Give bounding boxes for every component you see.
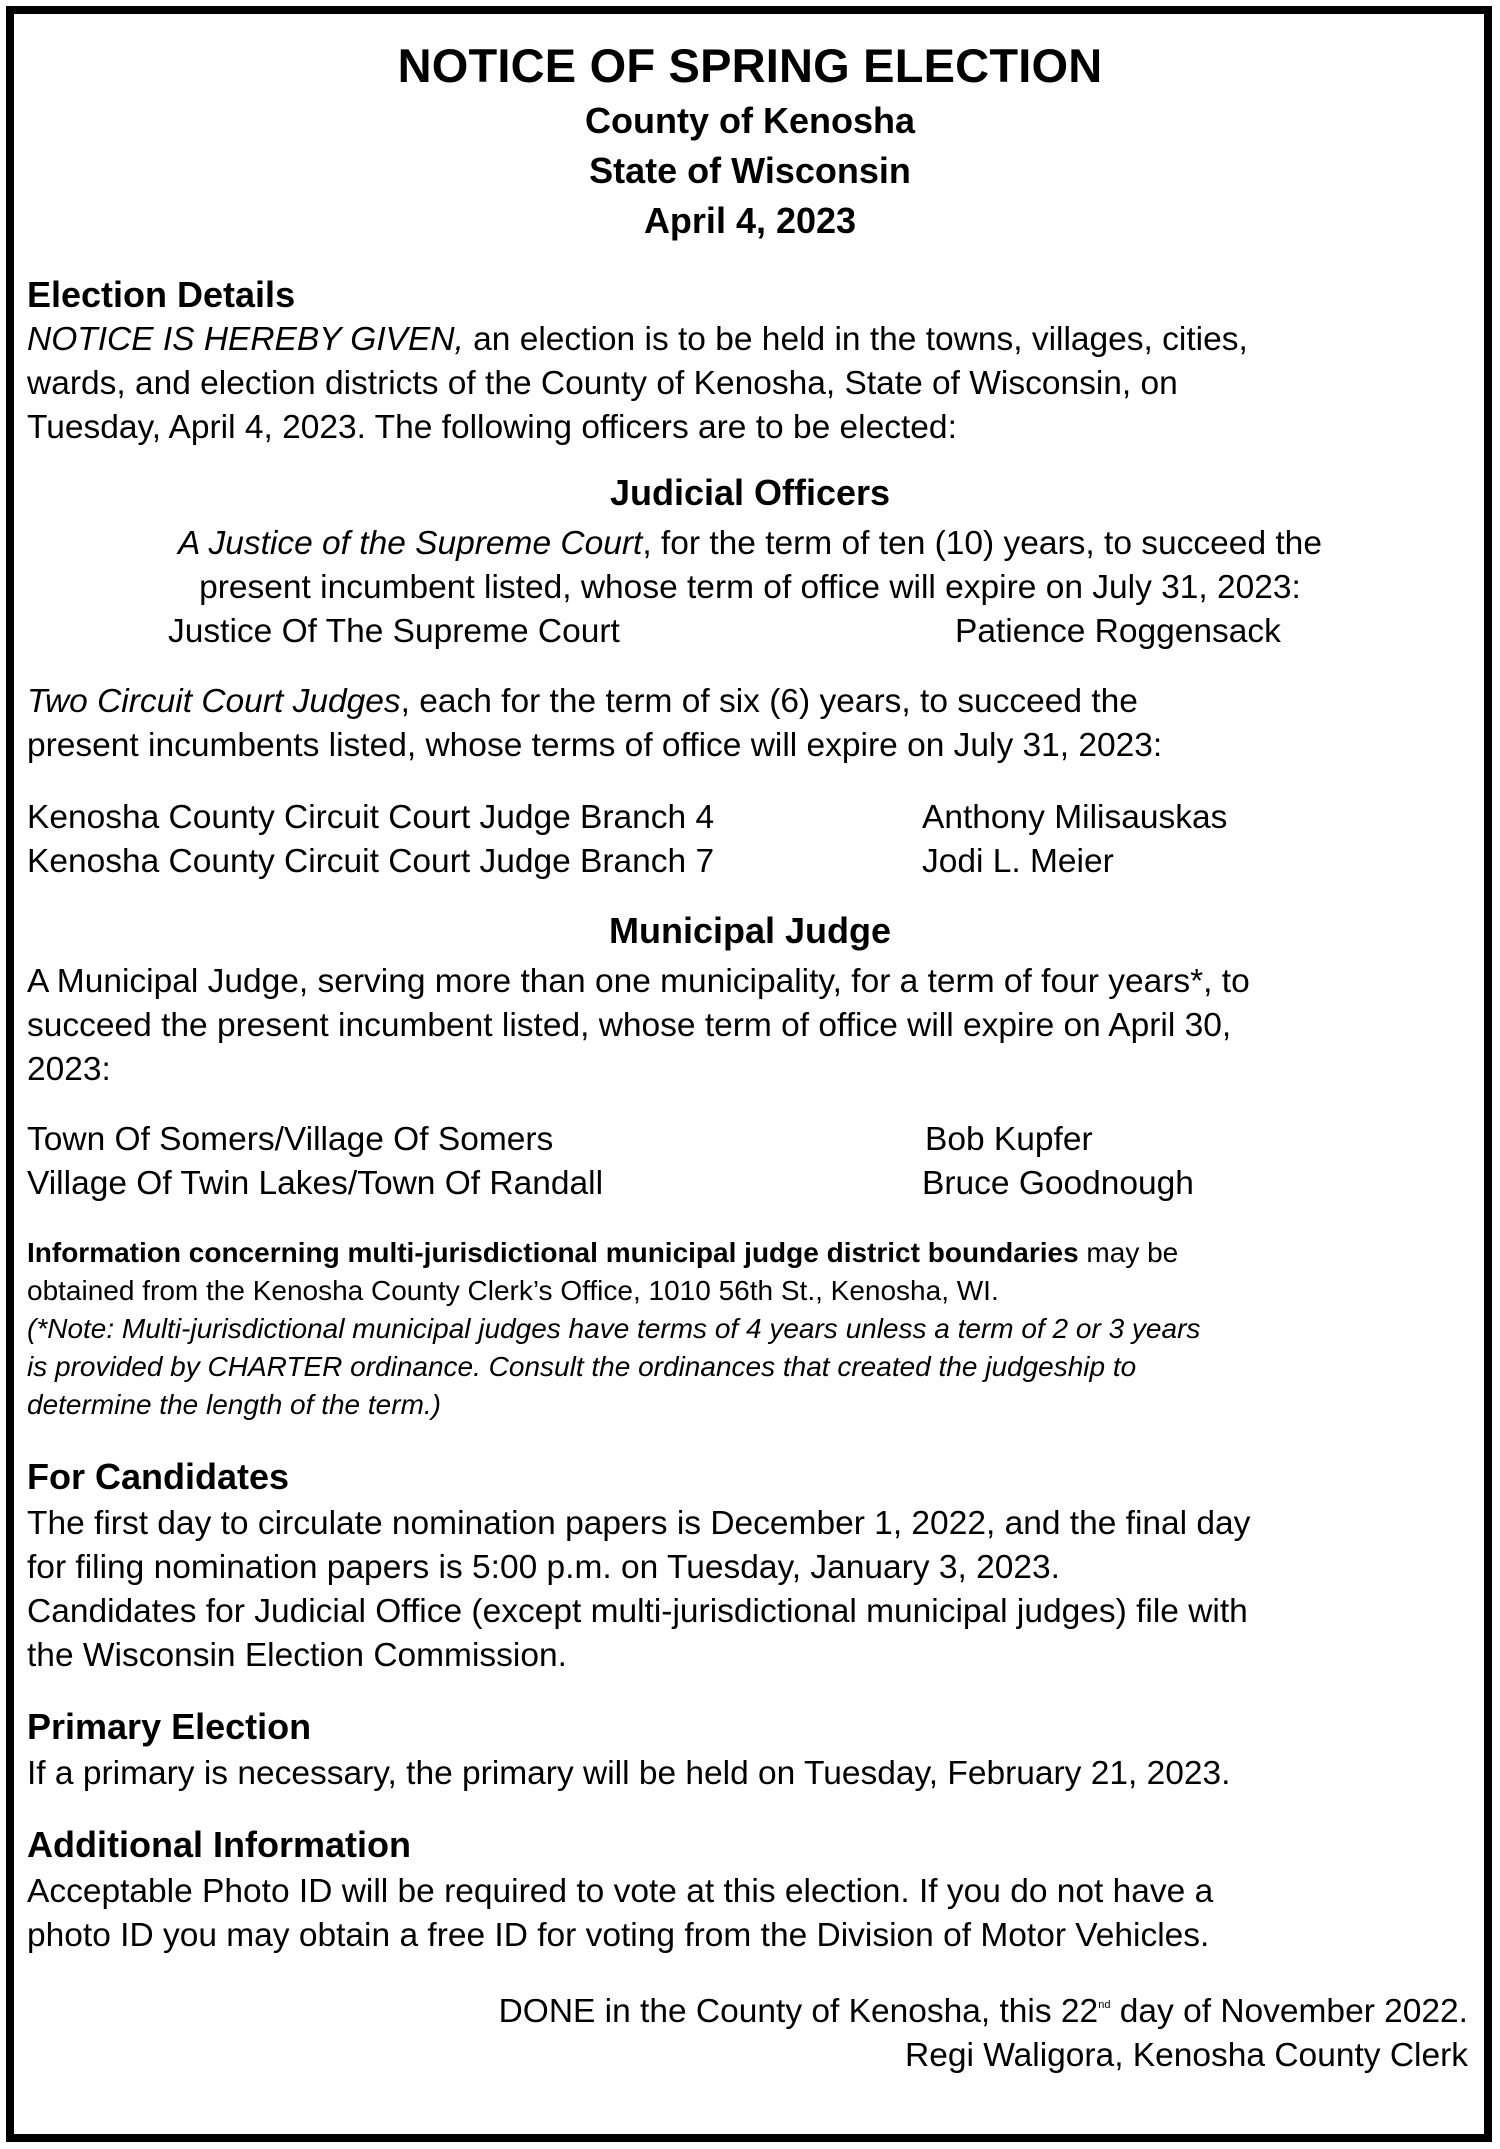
municipal-incumbent-twin-lakes-randall: Bruce Goodnough: [922, 1165, 1194, 1202]
municipality-twin-lakes-randall: Village Of Twin Lakes/Town Of Randall: [27, 1165, 604, 1202]
circuit-incumbent-branch-7: Jodi L. Meier: [922, 843, 1114, 880]
notice-given-phrase: NOTICE IS HEREBY GIVEN,: [27, 321, 464, 358]
clerk-signature: Regi Waligora, Kenosha County Clerk: [905, 2037, 1468, 2074]
judicial-officers-heading: Judicial Officers: [609, 472, 891, 513]
additional-information-line-1: Acceptable Photo ID will be required to vote at this election. If you do not have a: [27, 1873, 1214, 1910]
district-info-line-2: obtained from the Kenosha County Clerk’s Office, 1010 56th St., Kenosha, WI.: [27, 1275, 999, 1306]
done-statement: DONE in the County of Kenosha, this 22nd day of November 2022.: [498, 1993, 1468, 2030]
circuit-office-branch-7: Kenosha County Circuit Court Judge Branch 7: [27, 843, 715, 880]
circuit-incumbent-branch-4: Anthony Milisauskas: [922, 799, 1228, 836]
municipal-judge-line-2: succeed the present incumbent listed, whose term of office will expire on April 30,: [27, 1007, 1232, 1044]
term-note-line-2: is provided by CHARTER ordinance. Consult the ordinances that created the judgeship to: [27, 1351, 1137, 1382]
municipal-judge-heading: Municipal Judge: [608, 910, 892, 951]
county-name: County of Kenosha: [585, 100, 915, 141]
state-name: State of Wisconsin: [589, 150, 911, 191]
election-details-line-3: Tuesday, April 4, 2023. The following officers are to be elected:: [27, 409, 957, 446]
primary-election-heading: Primary Election: [27, 1706, 312, 1747]
supreme-court-line-1: A Justice of the Supreme Court, for the term of ten (10) years, to succeed the: [178, 525, 1322, 562]
circuit-court-line-1: Two Circuit Court Judges, each for the term of six (6) years, to succeed the: [27, 683, 1138, 720]
for-candidates-line-4: the Wisconsin Election Commission.: [27, 1637, 567, 1674]
municipal-judge-line-3: 2023:: [27, 1051, 111, 1088]
ordinal-superscript: nd: [1098, 1999, 1111, 2011]
for-candidates-line-3: Candidates for Judicial Office (except multi-jurisdictional municipal judges) file with: [27, 1593, 1248, 1630]
additional-information-line-2: photo ID you may obtain a free ID for voting from the Division of Motor Vehicles.: [27, 1917, 1210, 1954]
municipality-somers: Town Of Somers/Village Of Somers: [27, 1121, 554, 1158]
election-details-line-2: wards, and election districts of the County of Kenosha, State of Wisconsin, on: [27, 365, 1178, 402]
term-note-line-3: determine the length of the term.): [27, 1389, 441, 1420]
election-details-heading: Election Details: [27, 274, 296, 315]
circuit-court-line-2: present incumbents listed, whose terms of office will expire on July 31, 2023:: [27, 727, 1163, 764]
primary-election-line-1: If a primary is necessary, the primary will be held on Tuesday, February 21, 2023.: [27, 1755, 1231, 1792]
municipal-incumbent-somers: Bob Kupfer: [925, 1121, 1093, 1158]
for-candidates-line-1: The first day to circulate nomination papers is December 1, 2022, and the final day: [27, 1505, 1251, 1542]
supreme-court-incumbent: Patience Roggensack: [955, 613, 1281, 650]
notice-title: NOTICE OF SPRING ELECTION: [397, 39, 1103, 92]
additional-information-heading: Additional Information: [27, 1824, 411, 1865]
supreme-court-line-2: present incumbent listed, whose term of office will expire on July 31, 2023:: [199, 569, 1301, 606]
election-date: April 4, 2023: [643, 200, 857, 241]
district-info-line-1: Information concerning multi-jurisdictional municipal judge district boundaries may be: [27, 1237, 1179, 1268]
for-candidates-heading: For Candidates: [27, 1456, 290, 1497]
election-details-line-1: NOTICE IS HEREBY GIVEN, an election is to be held in the towns, villages, cities,: [27, 321, 1248, 358]
term-note-line-1: (*Note: Multi-jurisdictional municipal judges have terms of 4 years unless a term of 2 or 3 years: [27, 1313, 1201, 1344]
municipal-judge-line-1: A Municipal Judge, serving more than one municipality, for a term of four years*, to: [27, 963, 1250, 1000]
for-candidates-line-2: for filing nomination papers is 5:00 p.m. on Tuesday, January 3, 2023.: [27, 1549, 1060, 1586]
circuit-office-branch-4: Kenosha County Circuit Court Judge Branch 4: [27, 799, 715, 836]
supreme-court-office: Justice Of The Supreme Court: [168, 613, 620, 650]
